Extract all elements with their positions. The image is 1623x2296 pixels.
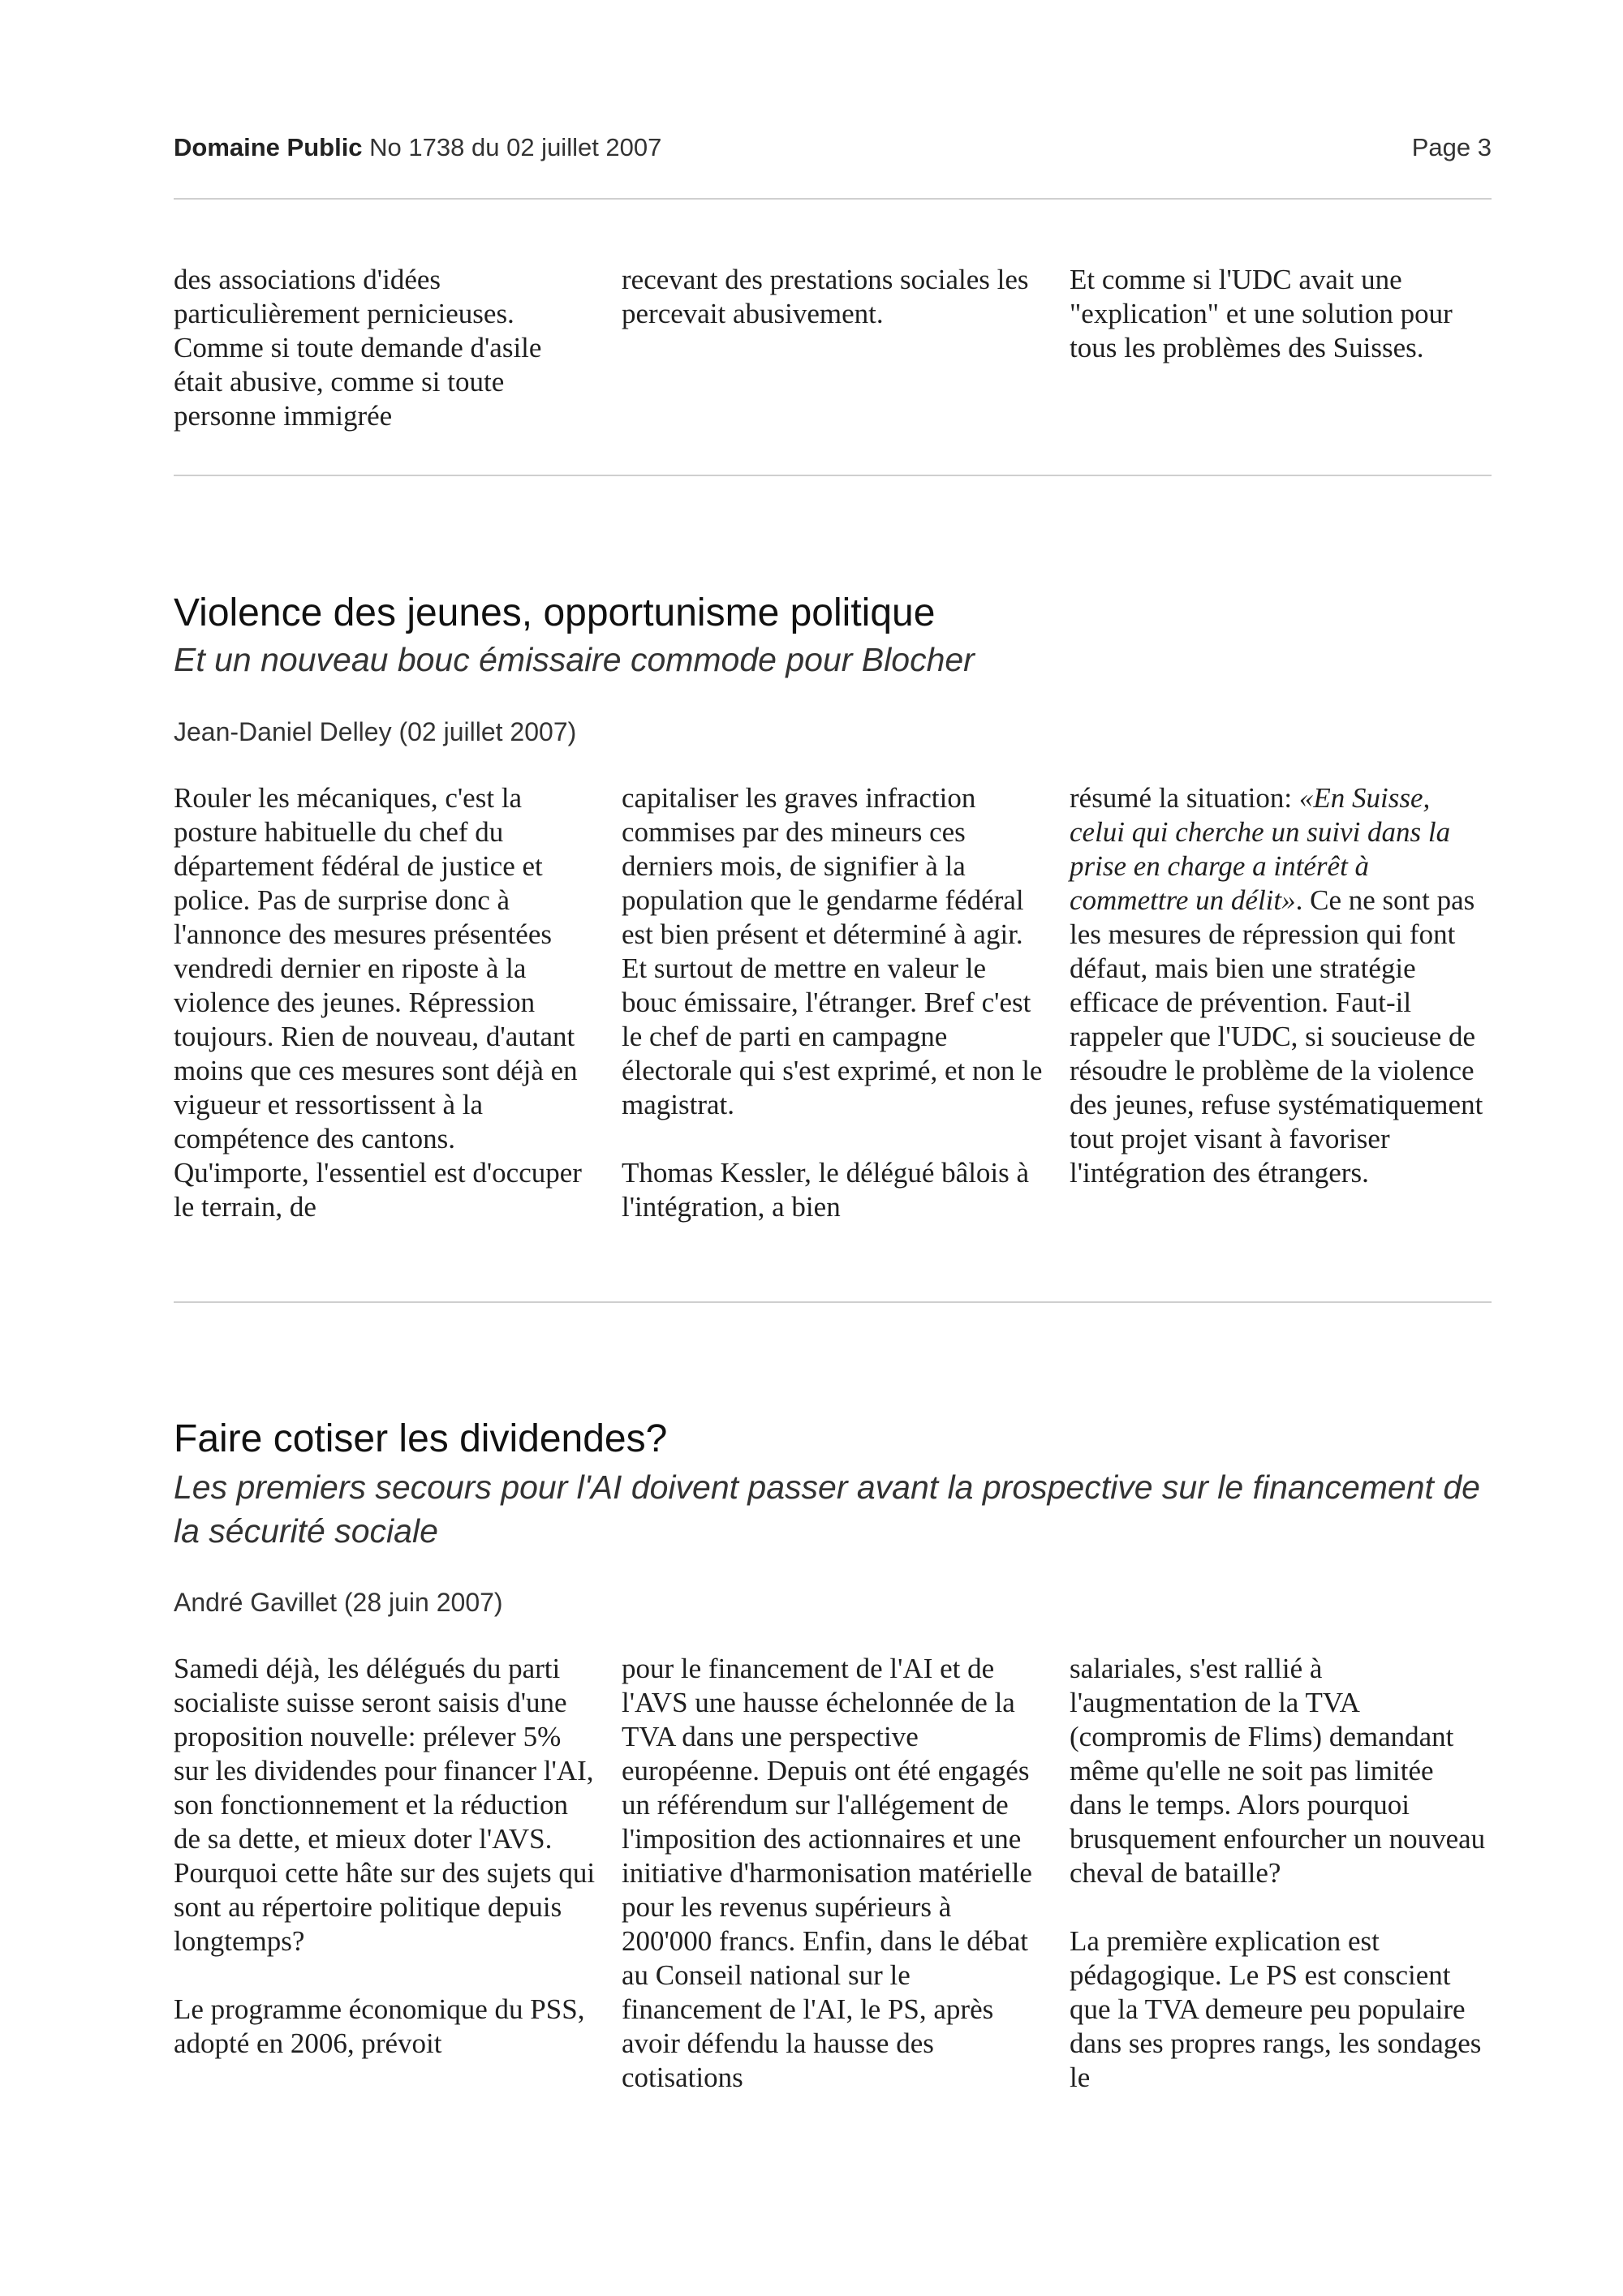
- paragraph: recevant des prestations sociales les percevait abusivement.: [622, 264, 1029, 329]
- article-title: Faire cotiser les dividendes?: [174, 1417, 668, 1460]
- paragraph: La première explication est pédagogique. Le PS est conscient que la TVA demeure peu populaire dans ses propres rangs, les sondages le: [1070, 1925, 1482, 2093]
- article-title: Violence des jeunes, opportunisme politique: [174, 591, 936, 634]
- article-byline: Jean-Daniel Delley (02 juillet 2007): [174, 717, 577, 746]
- publication-info: [174, 133, 661, 162]
- page-header: [174, 133, 1492, 162]
- article-column-1: [174, 781, 596, 1224]
- issue-info: No 1738 du 02 juillet 2007: [369, 133, 662, 161]
- article-column-2: [622, 781, 1044, 1224]
- paragraph-text: résumé la situation:: [1070, 782, 1299, 814]
- article-column-3: [1070, 1652, 1492, 2095]
- paragraph: Rouler les mécaniques, c'est la posture habituelle du chef du département fédéral de justice et police. Pas de surprise donc à l'annonce des mesures présentées vendredi dernier en riposte à la violence des jeunes. Répression toujours. Rien de nouveau, d'autant moins que ces mesures sont déjà en vigueur et ressortissent à la compétence des cantons. Qu'importe, l'essentiel est d'occuper le terrain, de: [174, 782, 582, 1223]
- paragraph: des associations d'idées particulièrement pernicieuses. Comme si toute demande d'asile était abusive, comme si toute personne immigrée: [174, 264, 542, 432]
- paragraph: [1070, 781, 1492, 1190]
- section-divider: [174, 1301, 1492, 1303]
- page-number: Page 3: [1411, 133, 1492, 161]
- article-column-3: [1070, 781, 1492, 1224]
- article-column-2: [622, 1652, 1044, 2095]
- continuation-columns: [174, 263, 1492, 433]
- header-divider: [174, 198, 1492, 200]
- paragraph: capitaliser les graves infraction commises par des mineurs ces derniers mois, de signifier à la population que le gendarme fédéral est bien présent et déterminé à agir. Et surtout de mettre en valeur le bouc émissaire, l'étranger. Bref c'est le chef de parti en campagne électorale qui s'est exprimé, et non le magistrat.: [622, 782, 1043, 1120]
- quote: «En Suisse, celui qui cherche un suivi dans la prise en charge a intérêt à commettre un délit»: [1070, 782, 1451, 916]
- continuation-column-1: [174, 263, 596, 433]
- paragraph-text: . Ce ne sont pas les mesures de répression qui font défaut, mais bien une stratégie efficace de prévention. Faut-il rappeler que l'UDC, si soucieuse de résoudre le problème de la violence des jeunes, refuse systématiquement tout projet visant à favoriser l'intégration des étrangers.: [1070, 884, 1483, 1189]
- publication-name: Domaine Public: [174, 133, 363, 161]
- continuation-column-3: [1070, 263, 1492, 433]
- article-subtitle: Et un nouveau bouc émissaire commode pour Blocher: [174, 641, 975, 678]
- article-columns: [174, 1652, 1492, 2095]
- continuation-column-2: [622, 263, 1044, 433]
- paragraph: Samedi déjà, les délégués du parti socialiste suisse seront saisis d'une proposition nouvelle: prélever 5% sur les dividendes pour financer l'AI, son fonctionnement et la réduction de sa dette, et mieux doter l'AVS. Pourquoi cette hâte sur des sujets qui sont au répertoire politique depuis longtemps?: [174, 1653, 596, 1957]
- paragraph: Le programme économique du PSS, adopté en 2006, prévoit: [174, 1993, 585, 2059]
- article-byline: André Gavillet (28 juin 2007): [174, 1588, 503, 1617]
- paragraph: Thomas Kessler, le délégué bâlois à l'intégration, a bien: [622, 1157, 1030, 1223]
- article-subtitle: Les premiers secours pour l'AI doivent passer avant la prospective sur le financement de la sécurité sociale: [174, 1468, 1480, 1550]
- section-divider: [174, 475, 1492, 476]
- article-column-1: [174, 1652, 596, 2095]
- paragraph: pour le financement de l'AI et de l'AVS une hausse échelonnée de la TVA dans une perspective européenne. Depuis ont été engagés un référendum sur l'allégement de l'imposition des actionnaires et une initiative d'harmonisation matérielle pour les revenus supérieurs à 200'000 francs. Enfin, dans le débat au Conseil national sur le financement de l'AI, le PS, après avoir défendu la hausse des cotisations: [622, 1653, 1032, 2093]
- paragraph: Et comme si l'UDC avait une "explication" et une solution pour tous les problèmes des Suisses.: [1070, 264, 1453, 363]
- paragraph: salariales, s'est rallié à l'augmentation de la TVA (compromis de Flims) demandant même qu'elle ne soit pas limitée dans le temps. Alors pourquoi brusquement enfourcher un nouveau cheval de bataille?: [1070, 1653, 1486, 1889]
- article-columns: [174, 781, 1492, 1224]
